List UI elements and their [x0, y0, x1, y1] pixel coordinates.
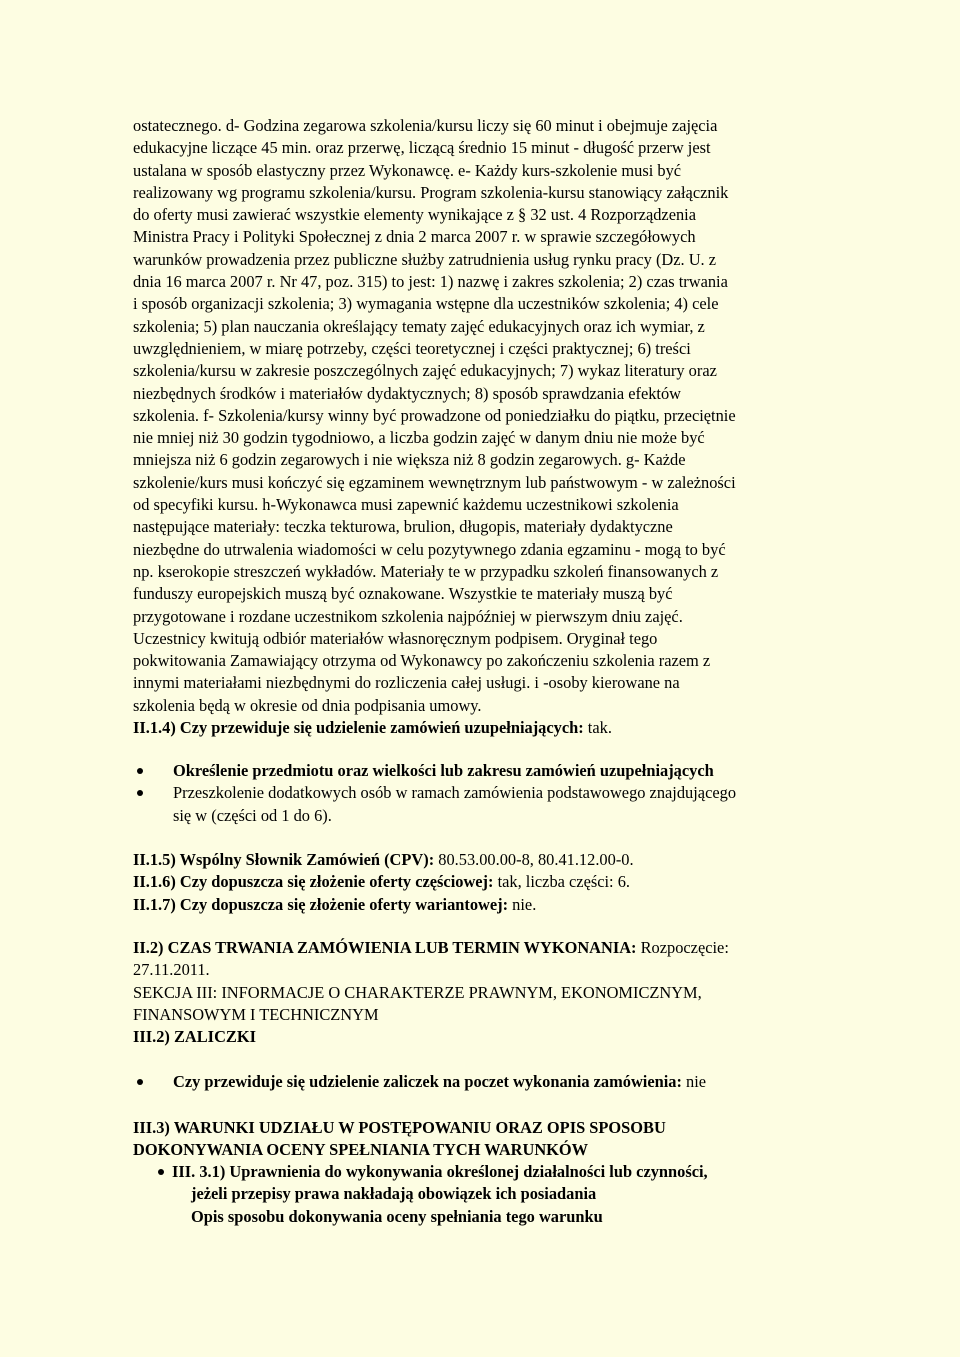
body-paragraph [133, 115, 833, 739]
paragraph-line: i sposób organizacji szkolenia; 3) wymagania wstępne dla uczestników szkolenia; 4) cele [133, 294, 719, 314]
question-value: nie [681, 1072, 707, 1091]
paragraph-line: mniejsza niż 6 godzin zegarowych i nie większa niż 8 godzin zegarowych. g- Każde [133, 450, 686, 470]
paragraph-line: ostatecznego. d- Godzina zegarowa szkolenia/kursu liczy się 60 minut i obejmuje zajęcia [133, 116, 718, 135]
section-block [133, 937, 853, 1048]
question-label: II.1.6) Czy dopuszcza się złożenie oferty częściowej: [133, 872, 494, 892]
paragraph-line: ustalana w sposób elastyczny przez Wykonawcę. e- Każdy kurs-szkolenie musi być [133, 160, 682, 180]
list-item-text: III. 3.1) Uprawnienia do wykonywania określonej działalności lub czynności, [172, 1162, 708, 1181]
list-item [133, 1071, 853, 1093]
supplementary-orders-list [133, 760, 853, 827]
list-item [133, 760, 853, 782]
list-item-text: Opis sposobu dokonywania oceny spełniania tego warunku [191, 1206, 603, 1226]
question-value: tak. [583, 718, 612, 738]
question-ii-1-6 [133, 871, 853, 893]
question-value: nie. [508, 894, 537, 914]
paragraph-line: niezbędne do utrwalenia wiadomości w celu pozytywnego zdania egzaminu - mogą to być [133, 539, 726, 559]
question-ii-1-7 [133, 894, 853, 916]
conditions-heading [133, 1117, 853, 1162]
question-label: II.1.4) Czy przewiduje się udzielenie zamówień uzupełniających: [133, 718, 584, 738]
section-heading: SEKCJA III: INFORMACJE O CHARAKTERZE PRAWNYM, EKONOMICZNYM, [133, 982, 702, 1002]
bullet-icon [137, 768, 143, 774]
questions-block [133, 849, 853, 916]
paragraph-line: realizowany wg programu szkolenia/kursu. Program szkolenia-kursu stanowiący załącznik [133, 182, 729, 202]
bullet-icon [137, 1079, 143, 1085]
bullet-icon [137, 790, 143, 796]
question-label: II.1.5) Wspólny Słownik Zamówień (CPV): [133, 850, 435, 869]
question-label: II.1.7) Czy dopuszcza się złożenie oferty wariantowej: [133, 894, 509, 914]
paragraph-line: szkolenia. f- Szkolenia/kursy winny być prowadzone od poniedziałku do piątku, przeciętnie [133, 405, 736, 425]
subsection-heading: III.3) WARUNKI UDZIAŁU W POSTĘPOWANIU ORAZ OPIS SPOSOBU [133, 1118, 666, 1137]
paragraph-line: uwzględnieniem, w miarę potrzeby, części teoretycznej i części praktycznej; 6) treści [133, 338, 691, 358]
subsection-heading: DOKONYWANIA OCENY SPEŁNIANIA TYCH WARUNKÓW [133, 1140, 589, 1160]
subsection-heading: III.2) ZALICZKI [133, 1027, 256, 1047]
paragraph-line: innymi materiałami niezbędnymi do rozliczenia całej usługi. i -osoby kierowane na [133, 673, 680, 693]
question-value-line2: 27.11.2011. [133, 960, 210, 980]
question-value: Rozpoczęcie: [636, 938, 729, 957]
question-label: II.2) CZAS TRWANIA ZAMÓWIENIA LUB TERMIN WYKONANIA: [133, 938, 637, 957]
list-item-text: jeżeli przepisy prawa nakładają obowiązek ich posiadania [191, 1184, 597, 1204]
paragraph-line: od specyfiki kursu. h-Wykonawca musi zapewnić każdemu uczestnikowi szkolenia [133, 495, 679, 515]
paragraph-line: np. kserokopie streszczeń wykładów. Materiały te w przypadku szkoleń finansowanych z [133, 561, 719, 581]
paragraph-line: przygotowane i rozdane uczestnikom szkolenia najpóźniej w pierwszym dniu zajęć. [133, 606, 683, 626]
list-item-text: się w (części od 1 do 6). [173, 805, 332, 825]
paragraph-line: do oferty musi zawierać wszystkie elementy wynikające z § 32 ust. 4 Rozporządzenia [133, 205, 696, 225]
question-label: Czy przewiduje się udzielenie zaliczek na poczet wykonania zamówienia: [173, 1072, 682, 1091]
list-item [133, 782, 853, 827]
paragraph-line: nie mniej niż 30 godzin tygodniowo, a liczba godzin zajęć w danym dniu nie może być [133, 428, 705, 448]
question-ii-2 [133, 937, 853, 959]
question-ii-1-4 [133, 717, 833, 739]
bullet-icon [158, 1169, 164, 1175]
paragraph-line: niezbędnych środków i materiałów dydaktycznych; 8) sposób sprawdzania efektów [133, 383, 682, 403]
paragraph-line: Ministra Pracy i Polityki Społecznej z dnia 2 marca 2007 r. w sprawie szczegółowych [133, 227, 696, 247]
question-value: 80.53.00.00-8, 80.41.12.00-0. [434, 850, 634, 869]
paragraph-line: szkolenia/kursu w zakresie poszczególnych zajęć edukacyjnych; 7) wykaz literatury oraz [133, 361, 717, 381]
paragraph-line: szkolenia; 5) plan nauczania określający tematy zajęć edukacyjnych oraz ich wymiar, z [133, 316, 705, 336]
list-item-heading: Określenie przedmiotu oraz wielkości lub zakresu zamówień uzupełniających [173, 761, 714, 780]
paragraph-line: Uczestnicy kwitują odbiór materiałów własnoręcznym podpisem. Oryginał tego [133, 628, 658, 648]
paragraph-line: szkolenia będą w okresie od dnia podpisania umowy. [133, 695, 482, 715]
paragraph-line: szkolenie/kurs musi kończyć się egzaminem wewnętrznym lub państwowym - w zależności [133, 472, 736, 492]
paragraph-line: dnia 16 marca 2007 r. Nr 47, poz. 315) to jest: 1) nazwę i zakres szkolenia; 2) czas trwania [133, 272, 728, 292]
advance-payment-list [133, 1071, 853, 1093]
question-ii-1-5 [133, 849, 853, 871]
section-heading: FINANSOWYM I TECHNICZNYM [133, 1004, 379, 1024]
paragraph-line: następujące materiały: teczka tekturowa, brulion, długopis, materiały dydaktyczne [133, 517, 673, 537]
conditions-list-item [158, 1161, 858, 1228]
paragraph-line: pokwitowania Zamawiający otrzyma od Wykonawcy po zakończeniu szkolenia razem z [133, 651, 711, 671]
paragraph-line: warunków prowadzenia przez publiczne służby zatrudnienia usług rynku pracy (Dz. U. z [133, 249, 717, 269]
paragraph-line: edukacyjne liczące 45 min. oraz przerwę, liczącą średnio 15 minut - długość przerw jest [133, 138, 711, 158]
question-value: tak, liczba części: 6. [493, 872, 631, 892]
list-item-text: Przeszkolenie dodatkowych osób w ramach zamówienia podstawowego znajdującego [173, 783, 737, 803]
paragraph-line: funduszy europejskich muszą być oznakowane. Wszystkie te materiały muszą być [133, 584, 673, 604]
